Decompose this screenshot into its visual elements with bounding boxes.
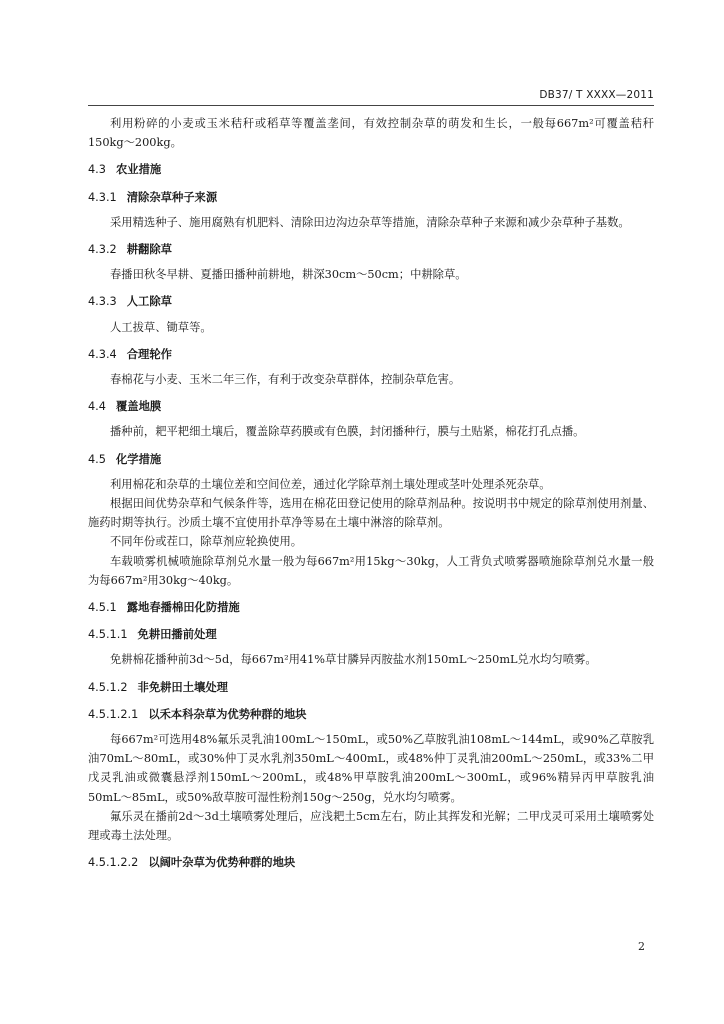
section-title: 农业措施 (115, 163, 162, 177)
section-title: 非免耕田土壤处理 (137, 680, 228, 694)
section-title: 清除杂草种子来源 (126, 190, 218, 204)
page-number: 2 (638, 940, 645, 953)
section-heading (88, 853, 654, 872)
section-number: 4.5.1.2.1 (88, 707, 139, 721)
section-title: 以阔叶杂草为优势种群的地块 (148, 856, 296, 870)
paragraph: 采用精选种子、施用腐熟有机肥料、清除田边沟边杂草等措施，清除杂草种子来源和减少杂草种子基数。 (110, 215, 630, 229)
section-number: 4.3.2 (88, 243, 117, 257)
section-heading (88, 450, 654, 469)
paragraph: 氟乐灵在播前2d～3d土壤喷雾处理后，应浅耙土5cm左右，防止其挥发和光解；二甲戊灵可采用土壤喷雾处理或毒土法处理。 (88, 809, 654, 843)
paragraph: 车载喷雾机械喷施除草剂兑水量一般为每667m²用15kg～30kg，人工背负式喷雾器喷施除草剂兑水量一般为每667m²用30kg～40kg。 (88, 554, 654, 587)
section-heading (88, 678, 654, 697)
section-title: 以禾本科杂草为优势种群的地块 (148, 707, 307, 721)
paragraph: 免耕棉花播种前3d～5d，每667m²用41%草甘膦异丙胺盐水剂150mL～250mL兑水均匀喷雾。 (110, 653, 597, 667)
section-heading (88, 160, 654, 179)
section-title: 露地春播棉田化防措施 (126, 601, 240, 615)
paragraph: 根据田间优势杂草和气候条件等，选用在棉花田登记使用的除草剂品种。按说明书中规定的除草剂使用剂量、施药时期等执行。沙质土壤不宜使用扑草净等易在土壤中淋溶的除草剂。 (88, 497, 654, 530)
section-heading (88, 598, 654, 617)
section-title: 人工除草 (126, 295, 172, 309)
section-title: 化学措施 (115, 452, 162, 466)
section-heading (88, 188, 654, 207)
section-number: 4.3 (88, 163, 106, 177)
section-heading (88, 397, 654, 416)
section-number: 4.3.3 (88, 295, 117, 309)
document-code: DB37/ T XXXX—2011 (539, 89, 654, 101)
section-heading (88, 292, 654, 311)
section-title: 耕翻除草 (126, 243, 172, 257)
section-number: 4.5.1.2 (88, 680, 128, 694)
paragraph: 春棉花与小麦、玉米二年三作，有利于改变杂草群体，控制杂草危害。 (110, 373, 461, 387)
document-body (88, 114, 654, 879)
section-heading (88, 625, 654, 644)
section-number: 4.3.1 (88, 190, 117, 204)
section-number: 4.5.1 (88, 601, 117, 615)
paragraph: 每667m²可选用48%氟乐灵乳油100mL～150mL，或50%乙草胺乳油108mL～144mL，或90%乙草胺乳油70mL～80mL，或30%仲丁灵水乳剂350mL～400mL，或48%仲丁灵乳油200mL～250mL，或33%二甲戊灵乳油或微囊悬浮剂150mL～200mL，或48%甲草胺乳油200mL～300mL，或96%精异丙甲草胺乳油50mL～85mL，或50%敌草胺可湿性粉剂150g～250g，兑水均匀喷雾。 (88, 733, 654, 804)
section-number: 4.3.4 (88, 347, 117, 361)
paragraph: 播种前，耙平耙细土壤后，覆盖除草药膜或有色膜，封闭播种行，膜与土贴紧，棉花打孔点播。 (110, 425, 585, 439)
paragraph: 人工拔草、锄草等。 (110, 320, 212, 334)
section-title: 合理轮作 (126, 347, 172, 361)
section-number: 4.4 (88, 400, 106, 414)
paragraph: 不同年份或茬口，除草剂应轮换使用。 (110, 535, 303, 549)
section-title: 免耕田播前处理 (137, 628, 217, 642)
header-rule (88, 105, 654, 106)
section-number: 4.5.1.1 (88, 628, 128, 642)
paragraph: 春播田秋冬早耕、夏播田播种前耕地，耕深30cm～50cm；中耕除草。 (110, 268, 467, 282)
section-heading (88, 345, 654, 364)
section-number: 4.5.1.2.2 (88, 856, 139, 870)
section-title: 覆盖地膜 (115, 400, 162, 414)
paragraph: 利用粉碎的小麦或玉米秸秆或稻草等覆盖垄间，有效控制杂草的萌发和生长，一般每667m²可覆盖秸秆150kg～200kg。 (88, 117, 654, 150)
section-number: 4.5 (88, 452, 106, 466)
paragraph: 利用棉花和杂草的土壤位差和空间位差，通过化学除草剂土壤处理或茎叶处理杀死杂草。 (110, 477, 551, 491)
section-heading (88, 705, 654, 724)
section-heading (88, 240, 654, 259)
